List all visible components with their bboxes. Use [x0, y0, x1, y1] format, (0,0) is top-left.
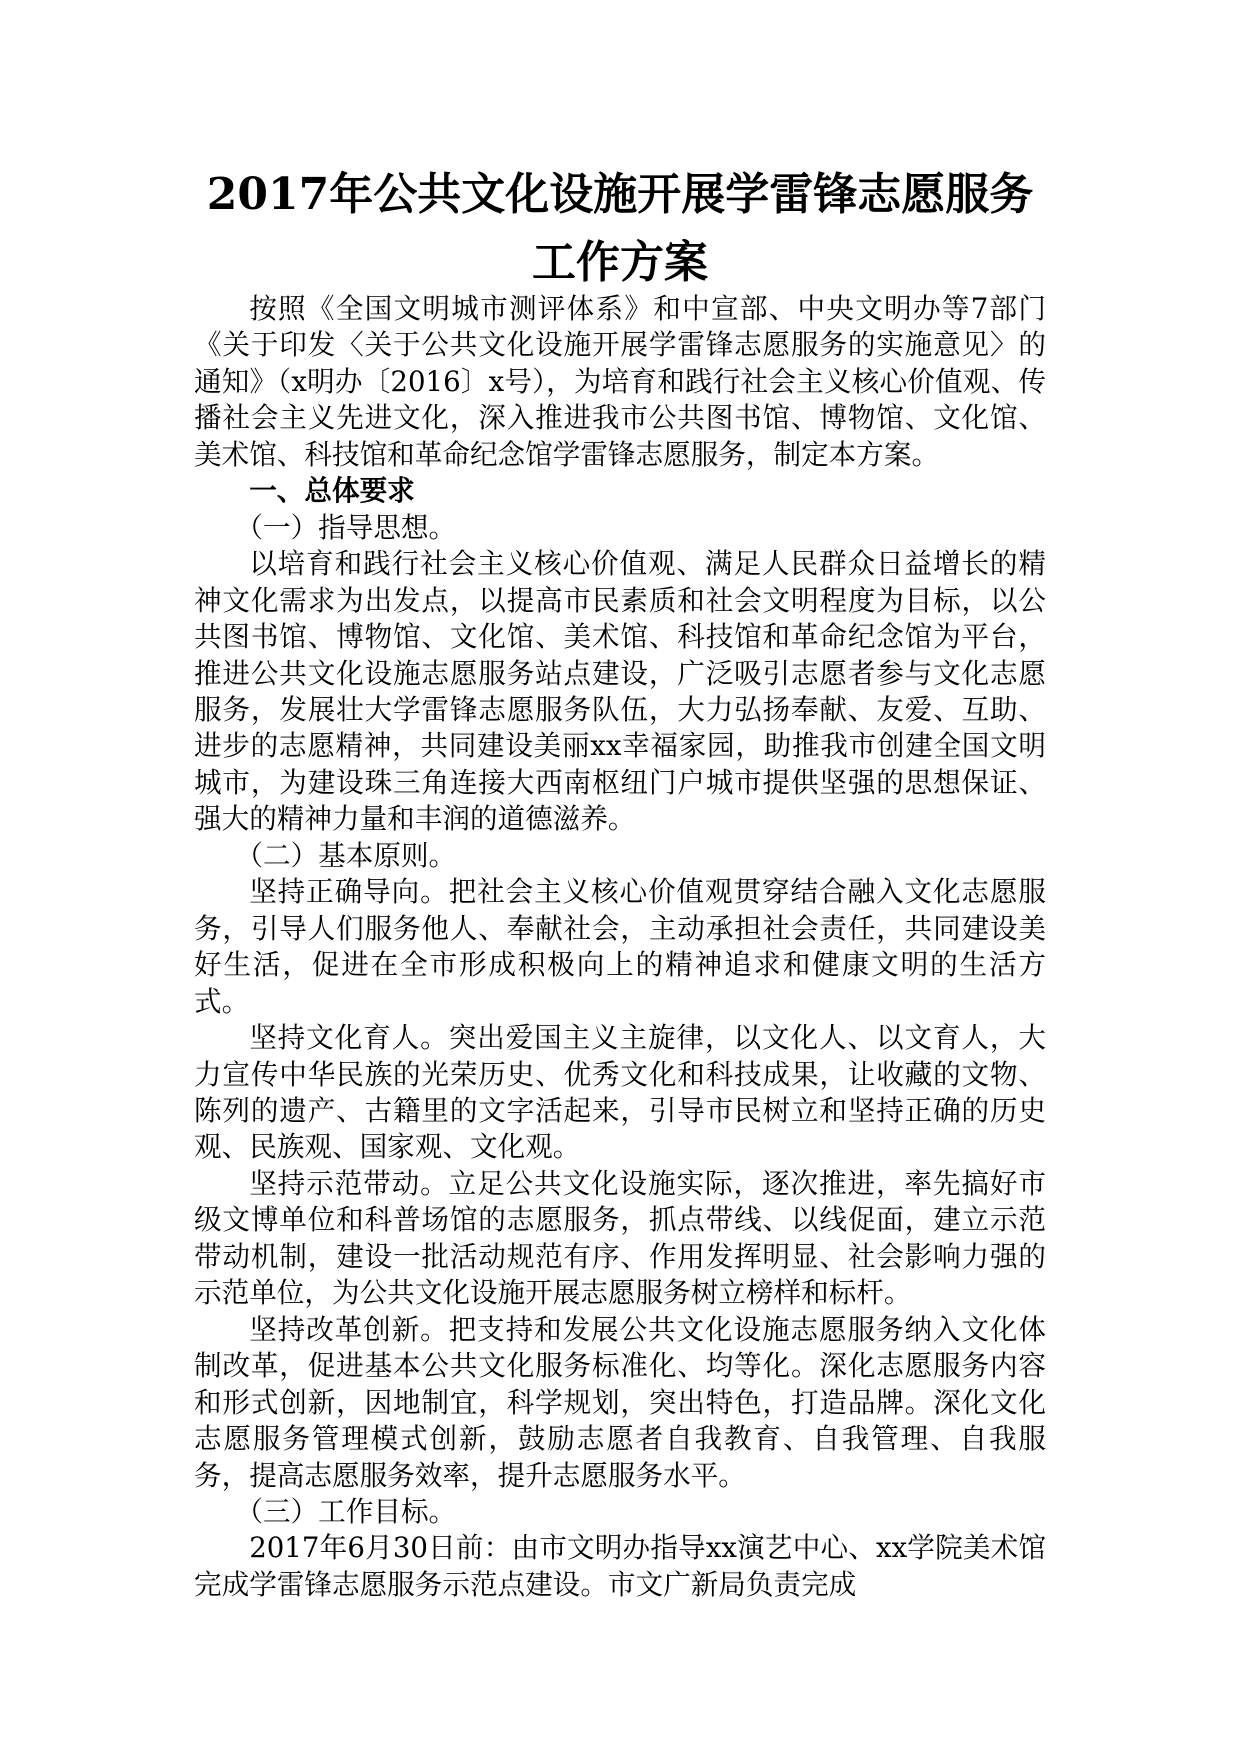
paragraph-work-goals: 2017年6月30日前：由市文明办指导xx演艺中心、xx学院美术馆完成学雷锋志愿服务示范点建设。市文广新局负责完成	[194, 1531, 1046, 1601]
paragraph-principle-cultural-education: 坚持文化育人。突出爱国主义主旋律，以文化人、以文育人，大力宣传中华民族的光荣历史、优秀文化和科技成果，让收藏的文物、陈列的遗产、古籍里的文字活起来，引导市民树立和坚持正确的历史观、民族观、国家观、文化观。	[194, 1021, 1046, 1164]
document-title-line-1: 2017年公共文化设施开展学雷锋志愿服务	[206, 169, 1034, 220]
intro-paragraph: 按照《全国文明城市测评体系》和中宣部、中央文明办等7部门《关于印发〈关于公共文化设施开展学雷锋志愿服务的实施意见〉的通知》（x明办〔2016〕x号），为培育和践行社会主义核心价值观、传播社会主义先进文化，深入推进我市公共图书馆、博物馆、文化馆、美术馆、科技馆和革命纪念馆学雷锋志愿服务，制定本方案。	[194, 292, 1046, 471]
subsection-heading-guiding-ideology: （一）指导思想。	[235, 510, 457, 544]
document-title-line-2: 工作方案	[532, 237, 708, 288]
subsection-heading-basic-principles: （二）基本原则。	[235, 838, 457, 872]
paragraph-guiding-ideology: 以培育和践行社会主义核心价值观、满足人民群众日益增长的精神文化需求为出发点，以提高市民素质和社会文明程度为目标，以公共图书馆、博物馆、文化馆、美术馆、科技馆和革命纪念馆为平台，推进公共文化设施志愿服务站点建设，广泛吸引志愿者参与文化志愿服务，发展壮大学雷锋志愿服务队伍，大力弘扬奉献、友爱、互助、进步的志愿精神，共同建设美丽xx幸福家园，助推我市创建全国文明城市，为建设珠三角连接大西南枢纽门户城市提供坚强的思想保证、强大的精神力量和丰润的道德滋养。	[194, 547, 1046, 836]
section-heading-general-requirements: 一、总体要求	[249, 474, 415, 508]
document-body	[194, 291, 1046, 1603]
subsection-heading-work-goals: （三）工作目标。	[235, 1494, 457, 1528]
paragraph-principle-reform-innovation: 坚持改革创新。把支持和发展公共文化设施志愿服务纳入文化体制改革，促进基本公共文化服务标准化、均等化。深化志愿服务内容和形式创新，因地制宜，科学规划，突出特色，打造品牌。深化文化志愿服务管理模式创新，鼓励志愿者自我教育、自我管理、自我服务，提高志愿服务效率，提升志愿服务水平。	[194, 1312, 1046, 1492]
paragraph-principle-correct-guidance: 坚持正确导向。把社会主义核心价值观贯穿结合融入文化志愿服务，引导人们服务他人、奉献社会，主动承担社会责任，共同建设美好生活，促进在全市形成积极向上的精神追求和健康文明的生活方式。	[194, 875, 1046, 1018]
paragraph-principle-demonstration: 坚持示范带动。立足公共文化设施实际，逐次推进，率先搞好市级文博单位和科普场馆的志愿服务，抓点带线、以线促面，建立示范带动机制，建设一批活动规范有序、作用发挥明显、社会影响力强的示范单位，为公共文化设施开展志愿服务树立榜样和标杆。	[194, 1166, 1046, 1310]
